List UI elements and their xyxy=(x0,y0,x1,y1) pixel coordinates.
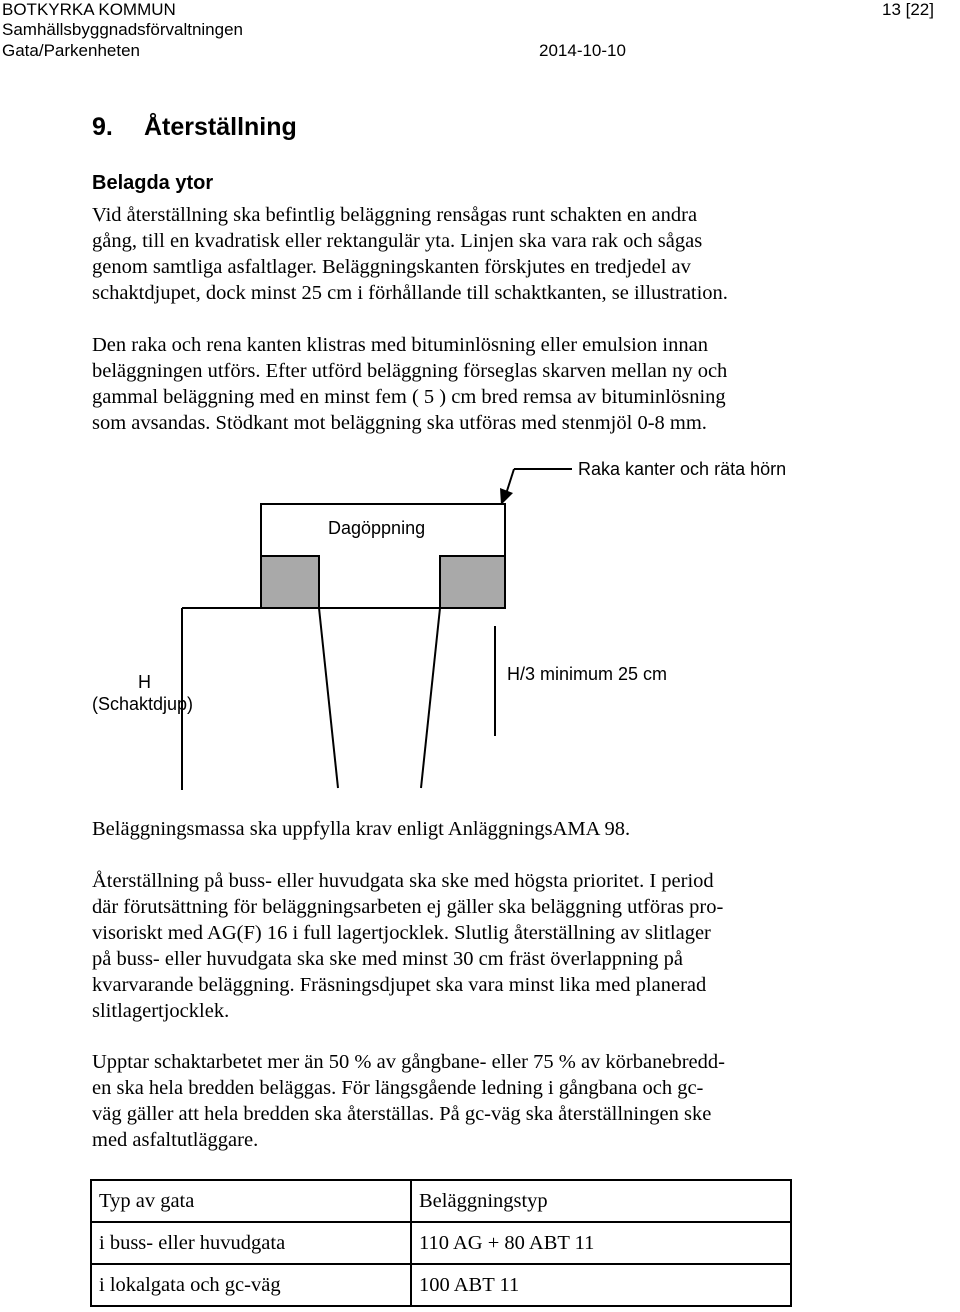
text-line: gammal beläggning med en minst fem ( 5 ) cm bred remsa av bituminlösning xyxy=(92,386,726,408)
paragraph-standard xyxy=(92,816,852,842)
label-opening: Dagöppning xyxy=(328,518,426,538)
paragraph-width xyxy=(92,1049,852,1153)
text-line: Den raka och rena kanten klistras med bituminlösning eller emulsion innan xyxy=(92,334,708,356)
text-line: kvarvarande beläggning. Fräsningsdjupet ska vara minst lika med planerad xyxy=(92,974,707,996)
header-department: Samhällsbyggnadsförvaltningen xyxy=(2,20,243,39)
header-unit: Gata/Parkenheten xyxy=(2,41,140,60)
asphalt-block-right xyxy=(440,556,505,608)
text-line: slitlagertjocklek. xyxy=(92,1000,230,1022)
table-cell: 100 ABT 11 xyxy=(411,1264,791,1306)
table-cell: i lokalgata och gc-väg xyxy=(91,1264,411,1306)
asphalt-block-left xyxy=(261,556,319,608)
text-line: med asfaltutläggare. xyxy=(92,1129,259,1151)
arrow-line xyxy=(506,469,514,494)
trench-wall-right xyxy=(421,608,440,788)
text-line: gång, till en kvadratisk eller rektangulär yta. Linjen ska vara rak och sågas xyxy=(92,230,703,252)
trench-illustration xyxy=(0,450,960,800)
paragraph-priority xyxy=(92,868,852,1024)
table-header-row xyxy=(91,1180,791,1222)
header-date: 2014-10-10 xyxy=(539,41,626,60)
section-number: 9. xyxy=(92,113,113,141)
table-row xyxy=(91,1264,791,1306)
table-cell: i buss- eller huvudgata xyxy=(91,1222,411,1264)
text-line: Vid återställning ska befintlig beläggning rensågas runt schakten en andra xyxy=(92,204,698,226)
text-line: Återställning på buss- eller huvudgata ska ske med högsta prioritet. I period xyxy=(92,870,714,892)
text-line: på buss- eller huvudgata ska ske med minst 30 cm fräst överlappning på xyxy=(92,948,683,970)
table-header-cell: Beläggningstyp xyxy=(411,1180,791,1222)
text-line: genom samtliga asfaltlager. Beläggningskanten förskjutes en tredjedel av xyxy=(92,256,691,278)
text-line: schaktdjupet, dock minst 25 cm i förhållande till schaktkanten, se illustration. xyxy=(92,282,728,304)
text-line: visoriskt med AG(F) 16 i full lagertjocklek. Slutlig återställning av slitlager xyxy=(92,922,711,944)
subsection-heading: Belagda ytor xyxy=(92,172,214,194)
text-line: beläggningen utförs. Efter utförd beläggning förseglas skarven mellan ny och xyxy=(92,360,728,382)
surface-type-table xyxy=(90,1179,792,1307)
paragraph-sealing xyxy=(92,332,852,436)
text-line: där förutsättning för beläggningsarbeten ej gäller ska beläggning utföras pro- xyxy=(92,896,724,918)
table-cell: 110 AG + 80 ABT 11 xyxy=(411,1222,791,1264)
label-h: H xyxy=(138,672,151,692)
table-row xyxy=(91,1222,791,1264)
arrow-head-icon xyxy=(500,488,513,505)
label-depth: (Schaktdjup) xyxy=(92,694,194,714)
table-header-cell: Typ av gata xyxy=(91,1180,411,1222)
page-number: 13 [22] xyxy=(882,0,934,19)
header-organization: BOTKYRKA KOMMUN xyxy=(2,0,176,19)
label-corners: Raka kanter och räta hörn xyxy=(578,459,787,479)
trench-wall-left xyxy=(319,608,338,788)
text-line: en ska hela bredden beläggas. För längsgående ledning i gångbana och gc- xyxy=(92,1077,704,1099)
text-line: som avsandas. Stödkant mot beläggning ska utföras med stenmjöl 0-8 mm. xyxy=(92,412,707,434)
text-line: väg gäller att hela bredden ska återställas. På gc-väg ska återställningen ske xyxy=(92,1103,712,1125)
text-line: Upptar schaktarbetet mer än 50 % av gångbane- eller 75 % av körbanebredd- xyxy=(92,1051,725,1073)
section-title: Återställning xyxy=(144,113,297,141)
paragraph-sawing xyxy=(92,202,852,306)
label-offset: H/3 minimum 25 cm xyxy=(507,664,668,684)
text-line: Beläggningsmassa ska uppfylla krav enligt AnläggningsAMA 98. xyxy=(92,818,631,840)
